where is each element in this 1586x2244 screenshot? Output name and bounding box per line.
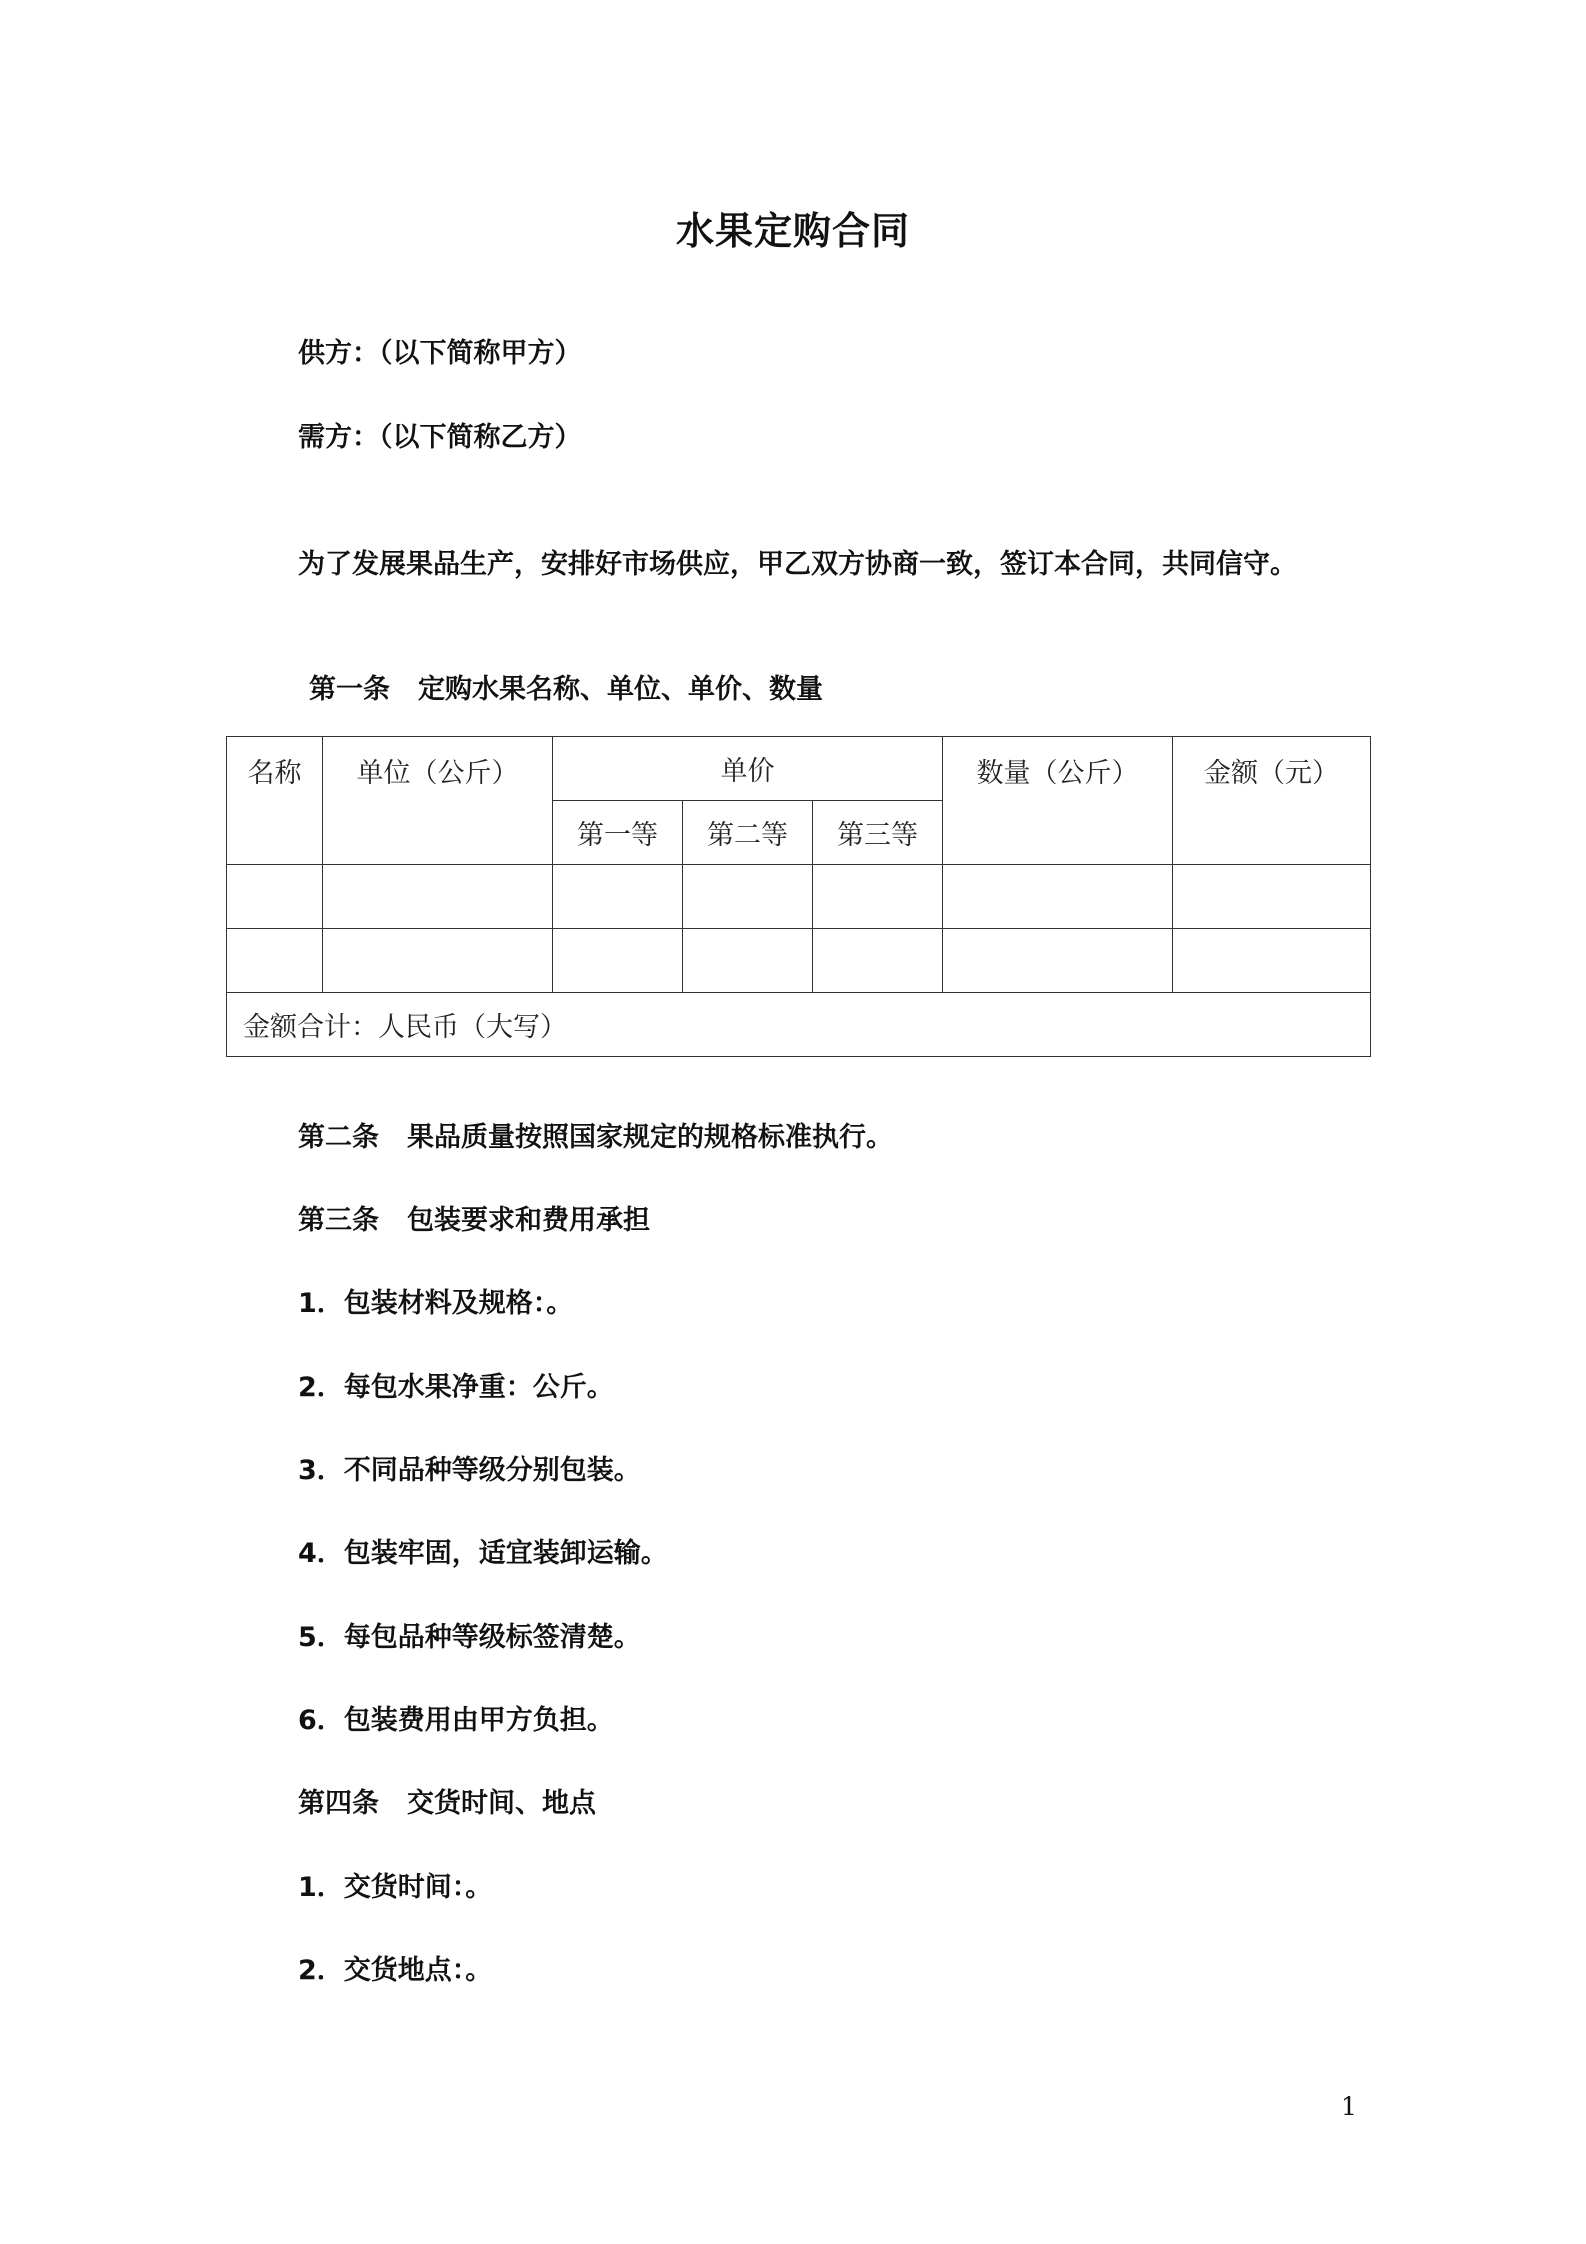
table-cell (323, 929, 553, 993)
header-amount: 金额（元） (1173, 737, 1371, 865)
table-cell (813, 929, 943, 993)
article-2-label: 第二条 (298, 1122, 379, 1153)
article-3-text: 包装要求和费用承担 (407, 1205, 650, 1236)
header-quantity: 数量（公斤） (943, 737, 1173, 865)
table-cell (683, 865, 813, 929)
article-3-label: 第三条 (298, 1205, 379, 1236)
header-grade-3: 第三等 (813, 801, 943, 865)
table-total-row (227, 993, 1371, 1057)
article-3-item-4: 4．包装牢固，适宜装卸运输。 (298, 1538, 668, 1569)
table-cell (323, 865, 553, 929)
article-4-label: 第四条 (298, 1788, 379, 1819)
table-cell (553, 865, 683, 929)
table-cell (1173, 865, 1371, 929)
header-name: 名称 (227, 737, 323, 865)
document-title: 水果定购合同 (675, 209, 910, 253)
article-3-item-6: 6．包装费用由甲方负担。 (298, 1705, 614, 1736)
table-cell (813, 865, 943, 929)
table-row (227, 929, 1371, 993)
fruit-order-table (226, 736, 1371, 1057)
article-3-item-2: 2．每包水果净重：公斤。 (298, 1372, 614, 1403)
table-cell (1173, 929, 1371, 993)
table-cell (553, 929, 683, 993)
article-4-text: 交货时间、地点 (407, 1788, 596, 1819)
buyer-line: 需方：（以下简称乙方） (298, 422, 582, 453)
total-amount-label: 金额合计：人民币（大写） (227, 993, 1371, 1057)
table-cell (227, 929, 323, 993)
article-1-heading (309, 672, 823, 708)
article-4-heading (298, 1786, 596, 1822)
article-3-item-1: 1．包装材料及规格：。 (298, 1288, 574, 1319)
article-2-text: 果品质量按照国家规定的规格标准执行。 (407, 1122, 893, 1153)
table-row (227, 865, 1371, 929)
table-cell (943, 929, 1173, 993)
article-4-item-2: 2．交货地点：。 (298, 1955, 493, 1986)
header-unit-price: 单价 (553, 737, 943, 801)
table-header-row (227, 737, 1371, 801)
article-1-label: 第一条 (309, 674, 390, 705)
header-unit: 单位（公斤） (323, 737, 553, 865)
table-cell (227, 865, 323, 929)
article-4-item-1: 1．交货时间：。 (298, 1872, 493, 1903)
table-cell (943, 865, 1173, 929)
page-number: 1 (1341, 2092, 1357, 2121)
article-2 (298, 1120, 893, 1156)
header-grade-1: 第一等 (553, 801, 683, 865)
table-cell (683, 929, 813, 993)
intro-paragraph: 为了发展果品生产，安排好市场供应，甲乙双方协商一致，签订本合同，共同信守。 (298, 549, 1297, 580)
article-3-heading (298, 1203, 650, 1239)
article-3-item-5: 5．每包品种等级标签清楚。 (298, 1622, 641, 1653)
supplier-line: 供方：（以下简称甲方） (298, 338, 582, 369)
article-3-item-3: 3．不同品种等级分别包装。 (298, 1455, 641, 1486)
header-grade-2: 第二等 (683, 801, 813, 865)
article-1-text: 定购水果名称、单位、单价、数量 (418, 674, 823, 705)
